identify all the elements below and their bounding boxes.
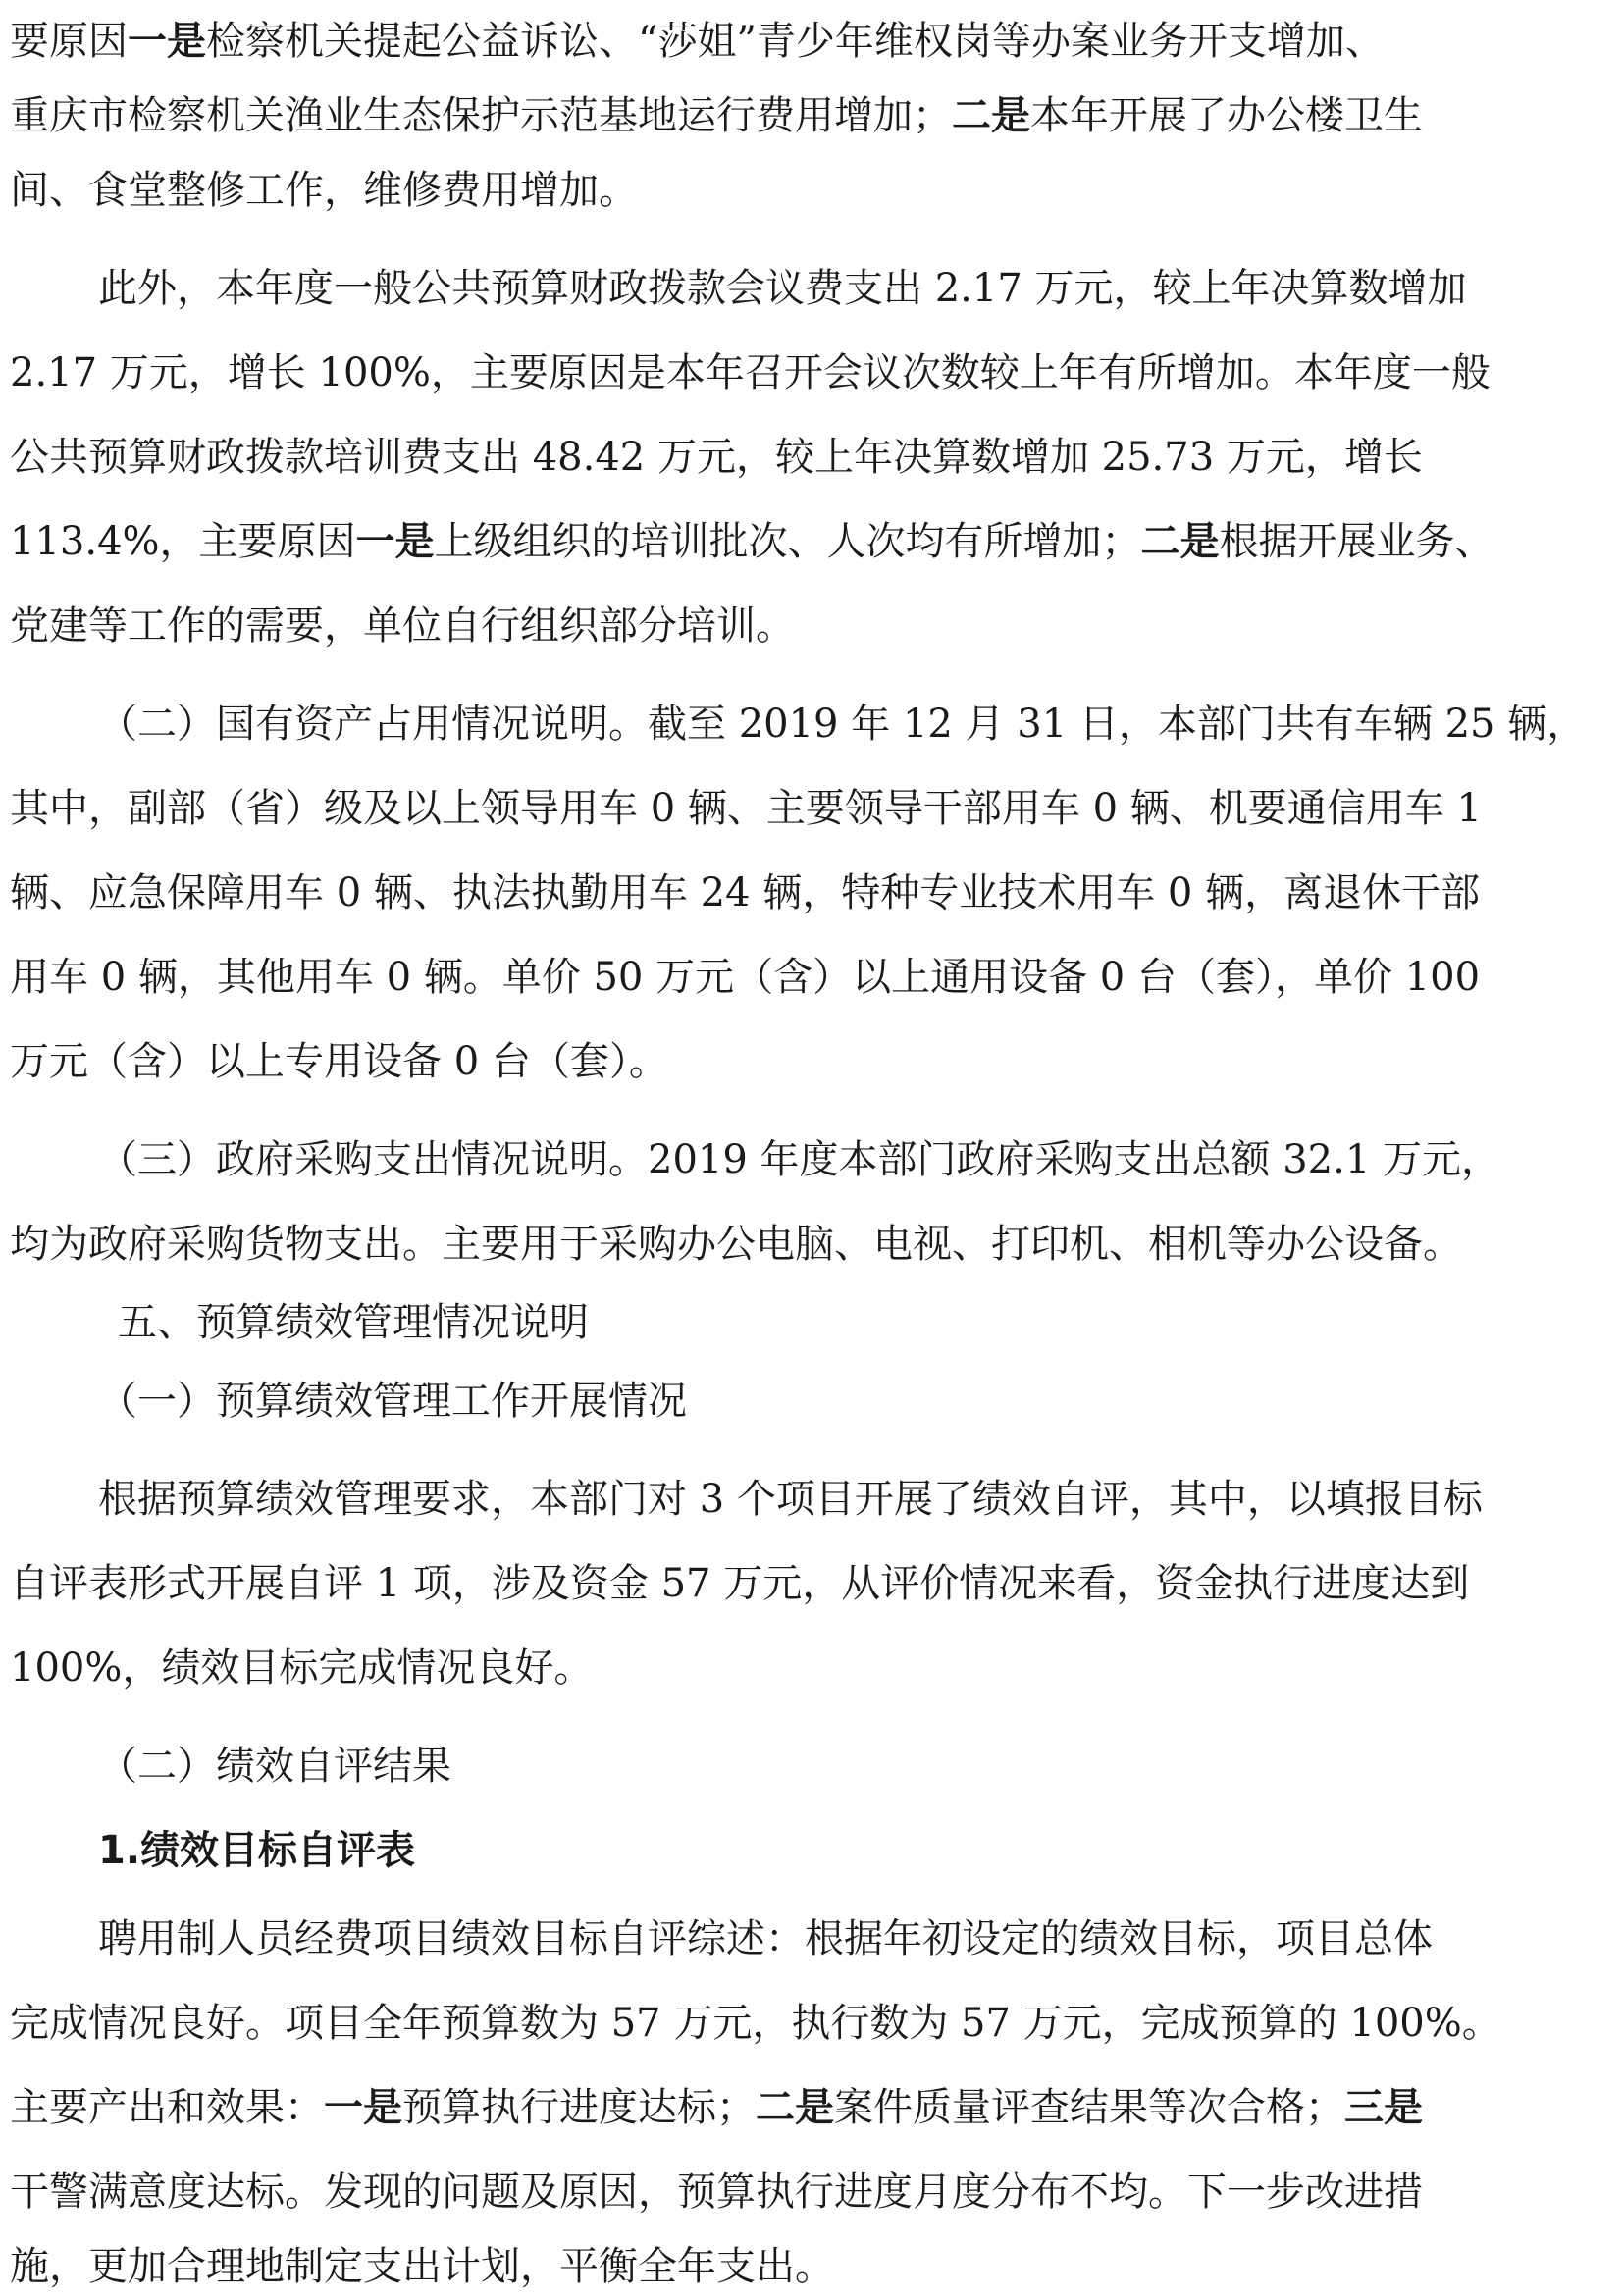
- emphasis-third: 三是: [1344, 2085, 1423, 2130]
- paragraph-5-line-3: 100%，绩效目标完成情况良好。: [10, 1645, 594, 1691]
- paragraph-6-line-5: 施，更加合理地制定支出计划，平衡全年支出。: [10, 2244, 834, 2289]
- emphasis-first: 一是: [128, 19, 206, 64]
- subsection-2-title: （二）绩效自评结果: [98, 1744, 451, 1789]
- emphasis-second: 二是: [1140, 519, 1220, 564]
- paragraph-2-line-2: 2.17 万元，增长 100%，主要原因是本年召开会议次数较上年有所增加。本年度一般: [10, 350, 1491, 395]
- paragraph-4-line-1: （三）政府采购支出情况说明。2019 年度本部门政府采购支出总额 32.1 万元，: [98, 1137, 1501, 1182]
- paragraph-3-line-2: 其中，副部（省）级及以上领导用车 0 辆、主要领导干部用车 0 辆、机要通信用车 1: [10, 786, 1482, 831]
- paragraph-4-line-2: 均为政府采购货物支出。主要用于采购办公电脑、电视、打印机、相机等办公设备。: [10, 1222, 1462, 1267]
- paragraph-1-line-2: [10, 88, 1423, 143]
- text-run: 根据开展业务、: [1219, 519, 1494, 564]
- text-run: 113.4%，主要原因: [10, 519, 356, 564]
- text-run: 本年开展了办公楼卫生: [1030, 93, 1423, 138]
- paragraph-3-line-1: （二）国有资产占用情况说明。截至 2019 年 12 月 31 日，本部门共有车辆 25 辆，: [98, 702, 1587, 747]
- emphasis-second: 二是: [756, 2085, 834, 2130]
- text-run: 主要产出和效果：: [10, 2085, 324, 2130]
- emphasis-second: 二是: [952, 93, 1030, 138]
- paragraph-5-line-1: 根据预算绩效管理要求，本部门对 3 个项目开展了绩效自评，其中，以填报目标: [98, 1477, 1483, 1522]
- text-run: 要原因: [10, 19, 128, 64]
- emphasis-first: 一是: [324, 2085, 402, 2130]
- paragraph-5-line-2: 自评表形式开展自评 1 项，涉及资金 57 万元，从评价情况来看，资金执行进度达到: [10, 1561, 1470, 1606]
- paragraph-6-line-3: [10, 2080, 1423, 2135]
- subsection-2-1-title: 1.绩效目标自评表: [98, 1828, 416, 1873]
- paragraph-3-line-5: 万元（含）以上专用设备 0 台（套）。: [10, 1039, 668, 1084]
- paragraph-1-line-3: [10, 163, 638, 218]
- paragraph-6-line-2: 完成情况良好。项目全年预算数为 57 万元，执行数为 57 万元，完成预算的 100%。: [10, 2001, 1501, 2046]
- text-run: 预算执行进度达标；: [402, 2085, 756, 2130]
- text-run: 重庆市检察机关渔业生态保护示范基地运行费用增加；: [10, 93, 952, 138]
- paragraph-1-line-1: [10, 14, 1385, 69]
- paragraph-2-line-4: [10, 514, 1494, 569]
- paragraph-2-line-1: 此外，本年度一般公共预算财政拨款会议费支出 2.17 万元，较上年决算数增加: [98, 266, 1467, 311]
- text-run: 上级组织的培训批次、人次均有所增加；: [434, 519, 1141, 564]
- text-run: 案件质量评查结果等次合格；: [834, 2085, 1344, 2130]
- paragraph-6-line-4: 干警满意度达标。发现的问题及原因，预算执行进度月度分布不均。下一步改进措: [10, 2169, 1423, 2215]
- text-run: 间、食堂整修工作，维修费用增加。: [10, 168, 638, 213]
- paragraph-2-line-5: 党建等工作的需要，单位自行组织部分培训。: [10, 603, 795, 649]
- paragraph-6-line-1: 聘用制人员经费项目绩效目标自评综述：根据年初设定的绩效目标，项目总体: [98, 1916, 1433, 1961]
- paragraph-2-line-3: 公共预算财政拨款培训费支出 48.42 万元，较上年决算数增加 25.73 万元，增长: [10, 435, 1423, 480]
- section-5-title: 五、预算绩效管理情况说明: [118, 1300, 589, 1345]
- paragraph-3-line-3: 辆、应急保障用车 0 辆、执法执勤用车 24 辆，特种专业技术用车 0 辆，离退休干部: [10, 870, 1481, 915]
- emphasis-first: 一是: [355, 519, 435, 564]
- paragraph-3-line-4: 用车 0 辆，其他用车 0 辆。单价 50 万元（含）以上通用设备 0 台（套），单价 100: [10, 955, 1481, 1000]
- subsection-1-title: （一）预算绩效管理工作开展情况: [98, 1379, 687, 1424]
- text-run: 检察机关提起公益诉讼、“莎姐”青少年维权岗等办案业务开支增加、: [206, 19, 1385, 64]
